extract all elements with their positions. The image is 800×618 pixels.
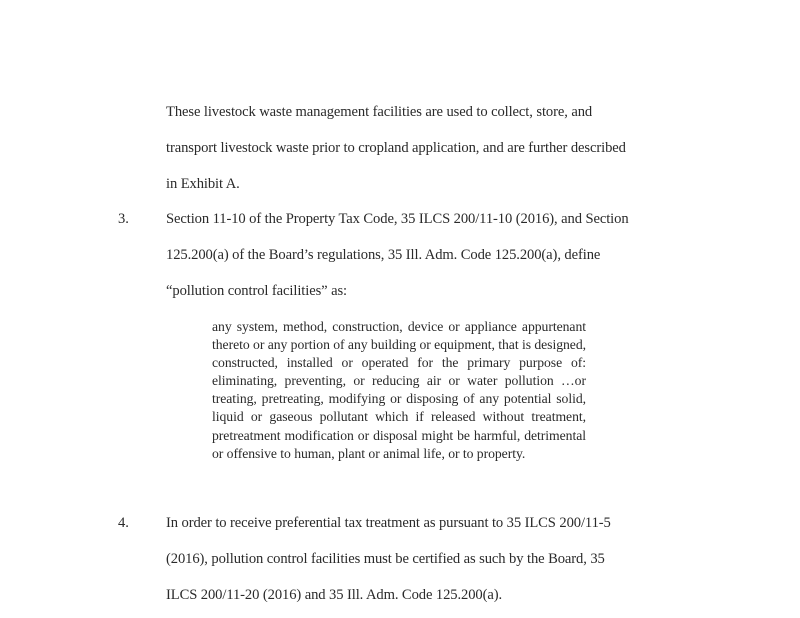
paragraph-3-line-3: “pollution control facilities” as: [166,283,347,299]
block-quote: any system, method, construction, device or appliance appurtenant thereto or any portion of any building or equipment, that is designed, constructed, installed or operated for the primary purpose of: eliminating, preventing, or reducing air or water pollution …or treating, pretreating, modifying or disposing of any potential solid, liquid or gaseous pollutant which if released without treatment, pretreatment modification or disposal might be harmful, detrimental or offensive to human, plant or animal life, or to property. [212,319,586,461]
intro-line-2: transport livestock waste prior to cropland application, and are further described [166,140,626,156]
paragraph-4-number: 4. [118,515,129,531]
paragraph-3-number: 3. [118,211,129,227]
paragraph-4-line-3: ILCS 200/11-20 (2016) and 35 Ill. Adm. Code 125.200(a). [166,587,503,603]
paragraph-4-line-2: (2016), pollution control facilities must be certified as such by the Board, 35 [166,551,605,567]
intro-line-1: These livestock waste management facilities are used to collect, store, and [166,104,593,120]
paragraph-3-line-1: Section 11-10 of the Property Tax Code, 35 ILCS 200/11-10 (2016), and Section [166,211,629,227]
paragraph-3-line-2: 125.200(a) of the Board’s regulations, 35 Ill. Adm. Code 125.200(a), define [166,247,601,263]
paragraph-4-line-1: In order to receive preferential tax treatment as pursuant to 35 ILCS 200/11-5 [166,515,611,531]
intro-line-3: in Exhibit A. [166,176,240,192]
